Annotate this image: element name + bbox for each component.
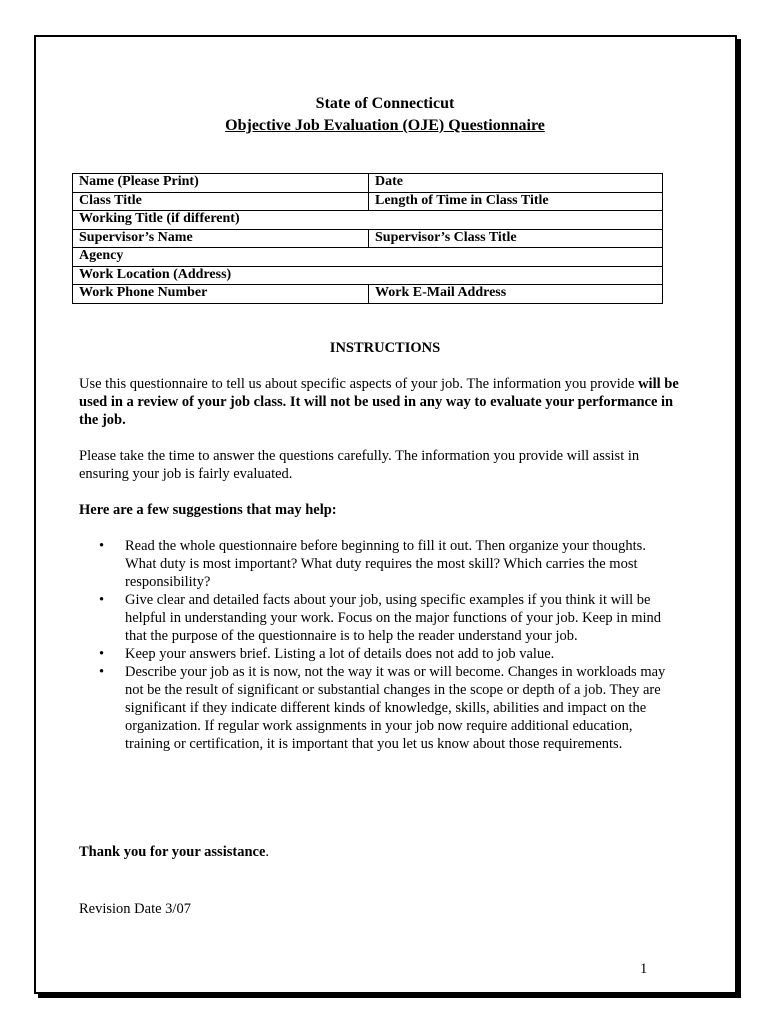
work-email-field[interactable]: Work E-Mail Address	[369, 285, 663, 304]
instructions-heading: INSTRUCTIONS	[329, 340, 441, 356]
bullet-icon: •	[99, 592, 105, 608]
suggestions-list	[79, 537, 679, 753]
care-paragraph: Please take the time to answer the questions carefully. The information you provide will assist in ensuring your job is fairly evaluated.	[79, 448, 640, 482]
suggestions-heading: Here are a few suggestions that may help:	[79, 502, 337, 518]
bullet-icon: •	[99, 664, 105, 680]
document-title: State of Connecticut	[315, 95, 455, 112]
list-item	[99, 645, 679, 663]
table-row	[73, 266, 663, 285]
table-row	[73, 248, 663, 267]
supervisor-name-field[interactable]: Supervisor’s Name	[73, 229, 369, 248]
name-field[interactable]: Name (Please Print)	[73, 174, 369, 193]
working-title-field[interactable]: Working Title (if different)	[73, 211, 663, 230]
intro-bold-text: will be used in a review of your job class. It will not be used in any way to evaluate your performance in the job.	[79, 376, 679, 428]
table-row	[73, 229, 663, 248]
thanks-period: .	[265, 844, 270, 860]
page-number: 1	[640, 961, 648, 977]
list-item	[99, 537, 679, 591]
agency-field[interactable]: Agency	[73, 248, 663, 267]
bullet-icon: •	[99, 538, 105, 554]
list-item	[99, 663, 679, 753]
table-row	[73, 192, 663, 211]
intro-paragraph	[79, 375, 679, 429]
work-phone-field[interactable]: Work Phone Number	[73, 285, 369, 304]
date-field[interactable]: Date	[369, 174, 663, 193]
tip-text: Describe your job as it is now, not the way it was or will become. Changes in workloads may not be the result of significant or substantial changes in the scope or depth of a job. They are significant if they indicate different kinds of knowledge, skills, abilities and impact on the organization. If regular work assignments in your job now require additional education, training or certification, it is important that you let us know about those requirements.	[125, 664, 666, 752]
employee-info-table	[72, 173, 663, 304]
table-row	[73, 285, 663, 304]
tip-text: Give clear and detailed facts about your job, using specific examples if you think it will be helpful in understanding your work. Focus on the major functions of your job. Keep in mind that the purpose of the questionnaire is to help the reader understand your job.	[125, 592, 662, 644]
tip-text: Keep your answers brief. Listing a lot of details does not add to job value.	[125, 646, 555, 662]
supervisor-class-title-field[interactable]: Supervisor’s Class Title	[369, 229, 663, 248]
thanks-text: Thank you for your assistance	[79, 844, 266, 860]
list-item	[99, 591, 679, 645]
table-row	[73, 174, 663, 193]
document-subtitle: Objective Job Evaluation (OJE) Questionnaire	[225, 117, 545, 134]
revision-date: Revision Date 3/07	[79, 901, 191, 917]
length-of-time-field[interactable]: Length of Time in Class Title	[369, 192, 663, 211]
bullet-icon: •	[99, 646, 105, 662]
tip-text: Read the whole questionnaire before beginning to fill it out. Then organize your thoughts. What duty is most important? What duty requires the most skill? Which carries the most responsibility?	[125, 538, 646, 590]
thanks-line	[79, 843, 679, 861]
class-title-field[interactable]: Class Title	[73, 192, 369, 211]
table-row	[73, 211, 663, 230]
work-location-field[interactable]: Work Location (Address)	[73, 266, 663, 285]
intro-text: Use this questionnaire to tell us about specific aspects of your job. The information you provide	[79, 376, 639, 392]
